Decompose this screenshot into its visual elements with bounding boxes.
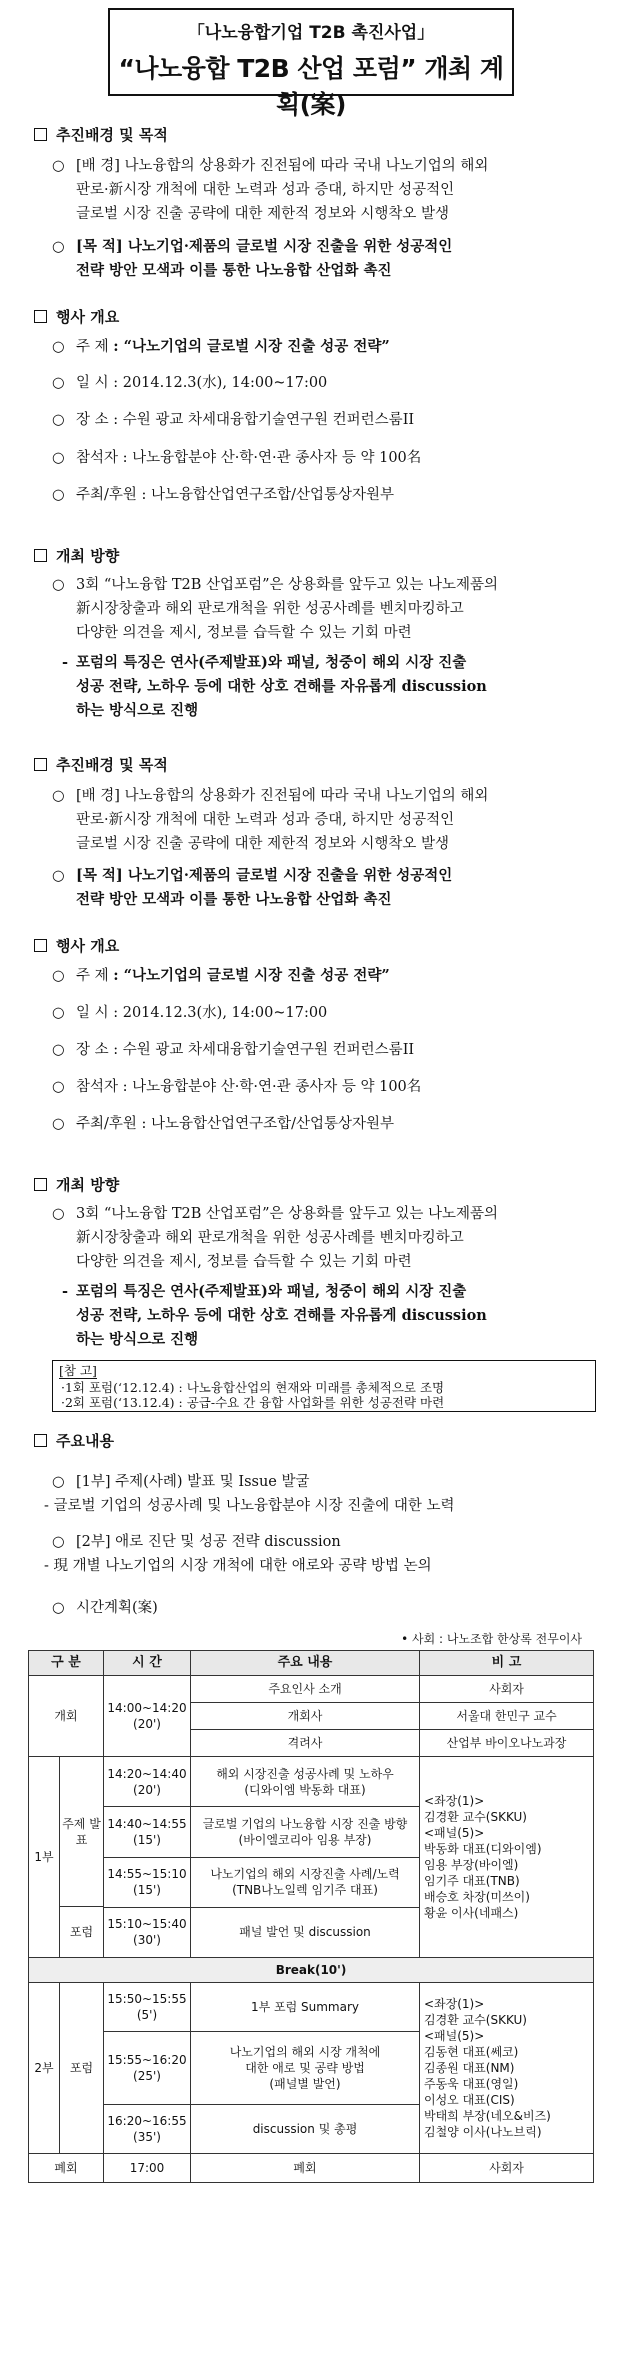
section-heading-background: 추진배경 및 목적 <box>34 754 168 775</box>
direction-sub-item: - 포럼의 특징은 연사(주제발표)와 패널, 청중이 해외 시장 진출 성공 전략, 노하우 등에 대한 상호 견해를 자유롭게 discussion 하는 방식으로 진행 <box>62 654 487 719</box>
title-box <box>108 8 514 119</box>
reference-line: ·1회 포럼(‘12.12.4) : 나노융합산업의 현재와 미래를 총체적으로 조명 <box>61 1380 445 1395</box>
purpose-item: ○ [목 적] 나노기업·제품의 글로벌 시장 진출을 위한 성공적인 전략 방안 모색과 이를 통한 나노융합 산업화 촉진 <box>52 238 453 279</box>
session-time: 14:20~14:40 (20') <box>104 1757 191 1807</box>
overview-date: ○ 일 시 : 2014.12.3(水), 14:00~17:00 <box>52 1005 328 1021</box>
section-heading-overview: 행사 개요 <box>34 935 119 956</box>
table-cell: 폐회 <box>191 2154 420 2183</box>
panel-member: 김경환 교수(SKKU) <box>424 1810 527 1824</box>
square-bullet-icon <box>34 1178 47 1191</box>
table-cell: 글로벌 기업의 나노융합 시장 진출 방향 (바이엘코리아 임용 부장) <box>191 1807 420 1857</box>
square-bullet-icon <box>34 128 47 141</box>
table-cell: 개회사 <box>191 1703 420 1730</box>
section-heading-background: 추진배경 및 목적 <box>34 124 168 145</box>
session-label: 폐회 <box>29 2154 104 2183</box>
square-bullet-icon <box>34 310 47 323</box>
panel-member: 김동현 대표(쎄코) <box>424 2045 519 2059</box>
panel-group-label: <좌장(1)> <box>424 1794 485 1808</box>
panel-group-label: <패널(5)> <box>424 2029 485 2043</box>
table-header: 비 고 <box>420 1651 594 1676</box>
panel-member: 주동욱 대표(영일) <box>424 2077 519 2091</box>
reference-line: ·2회 포럼(‘13.12.4) : 공급-수요 간 융합 사업화를 위한 성공전략 마련 <box>61 1395 445 1410</box>
panel-member: 박동화 대표(디와이엠) <box>424 1842 542 1856</box>
table-cell: 1부 포럼 Summary <box>191 1983 420 2032</box>
square-bullet-icon <box>34 1434 47 1447</box>
background-item: ○ [배 경] 나노융합의 상용화가 진전됨에 따라 국내 나노기업의 해외 판로·新시장 개척에 대한 노력과 성과 증대, 하지만 성공적인 글로벌 시장 진출 공략에 대한 제한적 정보와 시행착오 발생 <box>52 788 489 852</box>
overview-attendees: ○ 참석자 : 나노융합분야 산·학·연·관 종사자 등 약 100名 <box>52 1079 422 1095</box>
session-label: 개회 <box>29 1676 104 1757</box>
part1-item: ○ [1부] 주제(사례) 발표 및 Issue 발굴 <box>52 1474 310 1490</box>
overview-theme: ○ 주 제 : “나노기업의 글로벌 시장 진출 성공 전략” <box>52 967 390 984</box>
table-cell: 사회자 <box>420 2154 594 2183</box>
page-title: “나노융합 T2B 산업 포럼” 개최 계획(案) <box>118 54 504 119</box>
moderator-note: • 사회 : 나노조합 한상록 전무이사 <box>401 1632 582 1646</box>
panel-member: 김경환 교수(SKKU) <box>424 2013 527 2027</box>
panel-member: 임용 부장(바이엘) <box>424 1858 519 1872</box>
part2-sub: - 現 개별 나노기업의 시장 개척에 대한 애로와 공략 방법 논의 <box>44 1558 432 1574</box>
direction-item: ○ 3회 “나노융합 T2B 산업포럼”은 상용화를 앞두고 있는 나노제품의 新시장창출과 해외 판로개척을 위한 성공사례를 벤치마킹하고 다양한 의견을 제시, 정보를 습득할 수 있는 기회 마련 <box>52 577 499 641</box>
session-time: 15:10~15:40 (30') <box>104 1907 191 1957</box>
panel-group-label: <패널(5)> <box>424 1826 485 1840</box>
panel-list <box>420 1983 594 2154</box>
table-header-row <box>29 1651 594 1676</box>
session-time: 15:50~15:55 (5') <box>104 1983 191 2032</box>
table-cell: 산업부 바이오나노과장 <box>420 1730 594 1757</box>
table-header: 주요 내용 <box>191 1651 420 1676</box>
purpose-item: ○ [목 적] 나노기업·제품의 글로벌 시장 진출을 위한 성공적인 전략 방안 모색과 이를 통한 나노융합 산업화 촉진 <box>52 867 453 908</box>
table-cell: 격려사 <box>191 1730 420 1757</box>
panel-member: 임기주 대표(TNB) <box>424 1874 520 1888</box>
table-row <box>29 2154 594 2183</box>
reference-box: [참 고] ·1회 포럼(‘12.12.4) : 나노융합산업의 현재와 미래를 총체적으로 조명 ·2회 포럼(‘13.12.4) : 공급-수요 간 융합 사업화를 위한 성공전략 마련 <box>52 1360 596 1412</box>
break-row: Break(10') <box>29 1958 594 1983</box>
table-cell: discussion 및 총평 <box>191 2104 420 2153</box>
session-time: 14:00~14:20 (20') <box>104 1676 191 1757</box>
table-cell: 나노기업의 해외 시장 개척에 대한 애로 및 공략 방법 (패널별 발언) <box>191 2032 420 2104</box>
overview-host: ○ 주최/후원 : 나노융합산업연구조합/산업통상자원부 <box>52 487 395 503</box>
table-cell: 해외 시장진출 성공사례 및 노하우 (디와이엠 박동화 대표) <box>191 1757 420 1807</box>
table-row <box>29 1676 594 1703</box>
overview-attendees: ○ 참석자 : 나노융합분야 산·학·연·관 종사자 등 약 100名 <box>52 450 422 466</box>
schedule-item: ○ 시간계획(案) <box>52 1600 158 1616</box>
session-time: 14:40~14:55 (15') <box>104 1807 191 1857</box>
table-header: 시 간 <box>104 1651 191 1676</box>
table-row <box>29 1958 594 1983</box>
panel-list <box>420 1757 594 1958</box>
schedule-table <box>28 1650 594 2183</box>
table-cell: 주요인사 소개 <box>191 1676 420 1703</box>
overview-place: ○ 장 소 : 수원 광교 차세대융합기술연구원 컨퍼런스룸II <box>52 1042 415 1058</box>
session-time: 17:00 <box>104 2154 191 2183</box>
table-header: 구 분 <box>29 1651 104 1676</box>
overview-host: ○ 주최/후원 : 나노융합산업연구조합/산업통상자원부 <box>52 1116 395 1132</box>
direction-item: ○ 3회 “나노융합 T2B 산업포럼”은 상용화를 앞두고 있는 나노제품의 新시장창출과 해외 판로개척을 위한 성공사례를 벤치마킹하고 다양한 의견을 제시, 정보를 습득할 수 있는 기회 마련 <box>52 1206 499 1270</box>
session-label: 2부 포럼 <box>29 1983 104 2154</box>
panel-member: 김종원 대표(NM) <box>424 2061 515 2075</box>
session-time: 16:20~16:55 (35') <box>104 2104 191 2153</box>
table-row <box>29 1757 594 1807</box>
background-item: ○ [배 경] 나노융합의 상용화가 진전됨에 따라 국내 나노기업의 해외 판로·新시장 개척에 대한 노력과 성과 증대, 하지만 성공적인 글로벌 시장 진출 공략에 대한 제한적 정보와 시행착오 발생 <box>52 158 489 222</box>
panel-member: 박태희 부장(네오&비즈) <box>424 2109 551 2123</box>
section-heading-main-content: 주요내용 <box>34 1430 114 1451</box>
table-cell: 서울대 한민구 교수 <box>420 1703 594 1730</box>
direction-sub-item: - 포럼의 특징은 연사(주제발표)와 패널, 청중이 해외 시장 진출 성공 전략, 노하우 등에 대한 상호 견해를 자유롭게 discussion 하는 방식으로 진행 <box>62 1283 487 1348</box>
session-time: 15:55~16:20 (25') <box>104 2032 191 2104</box>
panel-member: 김철양 이사(나노브릭) <box>424 2125 542 2139</box>
panel-group-label: <좌장(1)> <box>424 1997 485 2011</box>
square-bullet-icon <box>34 758 47 771</box>
panel-member: 배승호 차장(미쓰이) <box>424 1890 530 1904</box>
table-cell: 패널 발언 및 discussion <box>191 1907 420 1957</box>
section-heading-direction: 개최 방향 <box>34 1174 119 1195</box>
session-label: 1부 주제 발표 포럼 <box>29 1757 104 1958</box>
table-cell: 나노기업의 해외 시장진출 사례/노력 (TNB나노일렉 임기주 대표) <box>191 1857 420 1907</box>
overview-place: ○ 장 소 : 수원 광교 차세대융합기술연구원 컨퍼런스룸II <box>52 412 415 428</box>
section-heading-overview: 행사 개요 <box>34 306 119 327</box>
session-time: 14:55~15:10 (15') <box>104 1857 191 1907</box>
table-row <box>29 1983 594 2032</box>
panel-member: 황윤 이사(네패스) <box>424 1906 519 1920</box>
table-cell: 사회자 <box>420 1676 594 1703</box>
overview-date: ○ 일 시 : 2014.12.3(水), 14:00~17:00 <box>52 375 328 391</box>
panel-member: 이성오 대표(CIS) <box>424 2093 515 2107</box>
square-bullet-icon <box>34 939 47 952</box>
overview-theme: ○ 주 제 : “나노기업의 글로벌 시장 진출 성공 전략” <box>52 338 390 355</box>
square-bullet-icon <box>34 549 47 562</box>
part1-sub: - 글로벌 기업의 성공사례 및 나노융합분야 시장 진출에 대한 노력 <box>44 1498 455 1514</box>
part2-item: ○ [2부] 애로 진단 및 성공 전략 discussion <box>52 1534 341 1550</box>
title-subtitle: 「나노융합기업 T2B 촉진사업」 <box>187 23 435 43</box>
section-heading-direction: 개최 방향 <box>34 545 119 566</box>
